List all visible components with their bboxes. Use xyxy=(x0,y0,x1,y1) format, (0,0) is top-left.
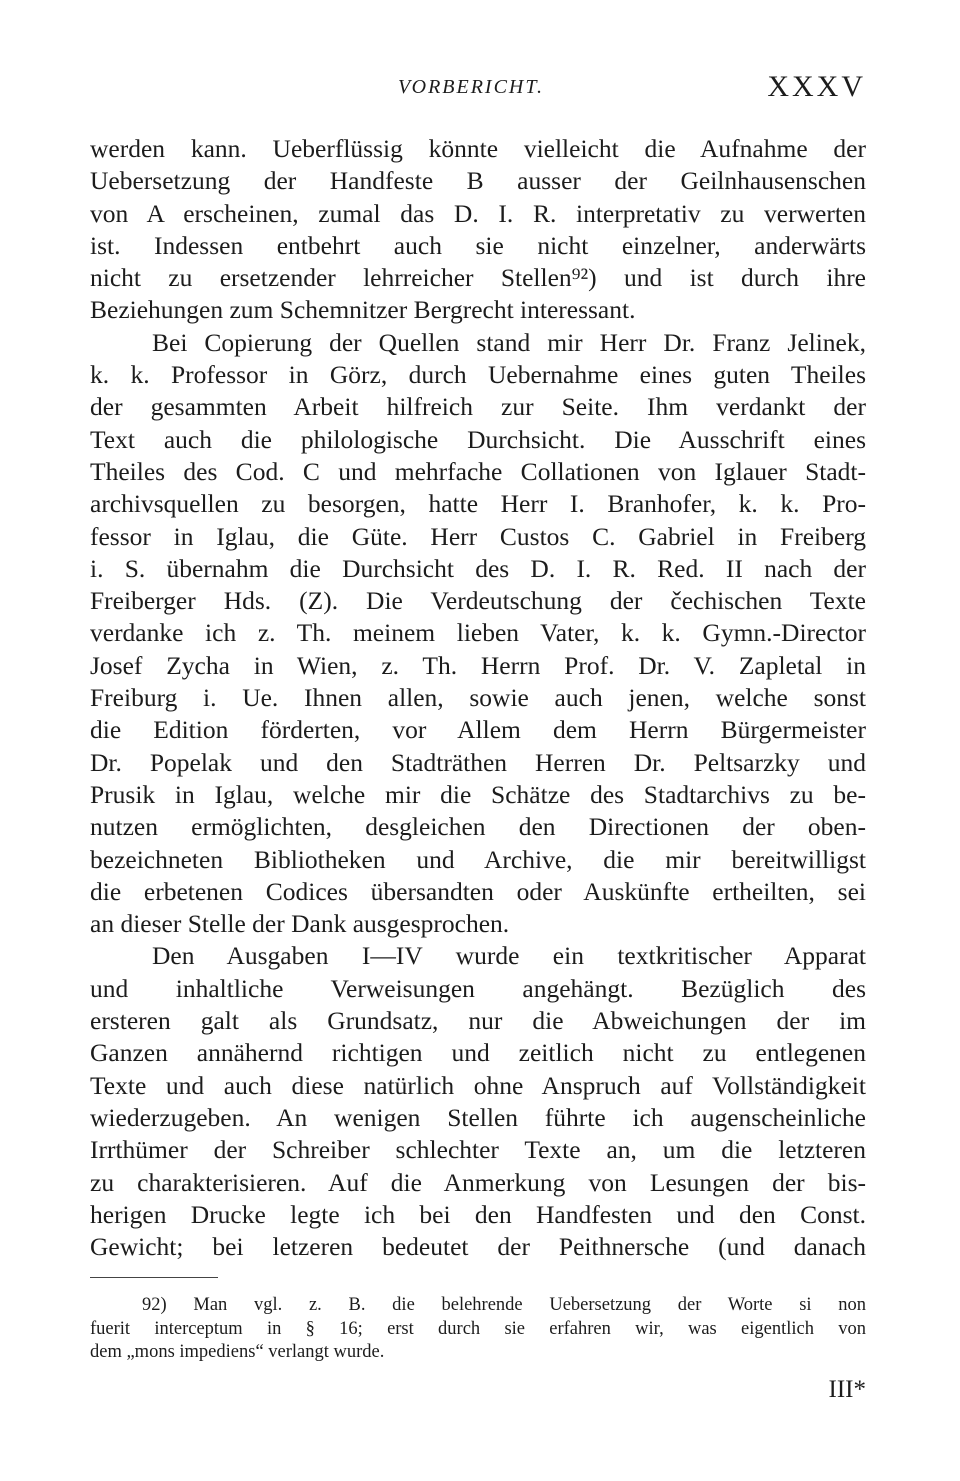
text-line: wiederzugeben. An wenigen Stellen führte ich augenscheinliche xyxy=(90,1102,866,1132)
running-title: VORBERICHT. xyxy=(398,76,545,98)
body-text xyxy=(90,133,866,1263)
text-line: Freiberger Hds. (Z). Die Verdeutschung der čechischen Texte xyxy=(90,586,866,616)
text-line: Prusik in Iglau, welche mir die Schätze des Stadtarchivs zu be- xyxy=(90,779,866,809)
page-header xyxy=(90,70,866,110)
footnote-line: fuerit interceptum in § 16; erst durch sie erfahren wir, was eigentlich von xyxy=(90,1318,866,1339)
text-line: ersteren galt als Grundsatz, nur die Abweichungen der im xyxy=(90,1006,866,1036)
text-line: die erbetenen Codices übersandten oder Auskünfte ertheilten, sei xyxy=(90,876,866,906)
text-line: bezeichneten Bibliotheken und Archive, die mir bereitwilligst xyxy=(90,844,866,874)
text-line: archivsquellen zu besorgen, hatte Herr I. Branhofer, k. k. Pro- xyxy=(90,489,866,519)
text-line: nicht zu ersetzender lehrreicher Stellen⁹²) und ist durch ihre xyxy=(90,263,866,293)
text-line: werden kann. Ueberflüssig könnte vielleicht die Aufnahme der xyxy=(90,134,866,163)
footnote-line: 92) Man vgl. z. B. die belehrende Uebersetzung der Worte si non xyxy=(142,1295,866,1315)
text-line: Uebersetzung der Handfeste B ausser der Geilnhausenschen xyxy=(90,166,866,196)
page-number: XXXV xyxy=(767,70,866,103)
text-line: Josef Zycha in Wien, z. Th. Herrn Prof. Dr. V. Zapletal in xyxy=(90,650,866,680)
text-line: k. k. Professor in Görz, durch Uebernahme eines guten Theiles xyxy=(90,360,866,390)
text-line: der gesammten Arbeit hilfreich zur Seite. Ihm verdankt der xyxy=(90,392,866,422)
text-line: Beziehungen zum Schemnitzer Bergrecht interessant. xyxy=(90,295,636,325)
text-line: nutzen ermöglichten, desgleichen den Directionen der oben- xyxy=(90,812,866,842)
text-line: fessor in Iglau, die Güte. Herr Custos C. Gabriel in Freiberg xyxy=(90,521,866,551)
text-line: und inhaltliche Verweisungen angehängt. Bezüglich des xyxy=(90,973,866,1003)
text-line: herigen Drucke legte ich bei den Handfesten und den Const. xyxy=(90,1199,866,1229)
text-line: Irrthümer der Schreiber schlechter Texte an, um die letzteren xyxy=(90,1135,866,1165)
text-line: Bei Copierung der Quellen stand mir Herr Dr. Franz Jelinek, xyxy=(152,327,866,357)
text-line: Den Ausgaben I—IV wurde ein textkritischer Apparat xyxy=(152,941,866,971)
text-line: Dr. Popelak und den Stadträthen Herren Dr. Peltsarzky und xyxy=(90,747,866,777)
footnote-separator xyxy=(90,1277,218,1278)
text-line: Text auch die philologische Durchsicht. Die Ausschrift eines xyxy=(90,424,866,454)
text-line: verdanke ich z. Th. meinem lieben Vater, k. k. Gymn.-Director xyxy=(90,618,866,648)
text-line: Gewicht; bei letzeren bedeutet der Peithnersche (und danach xyxy=(90,1232,866,1262)
text-line: die Edition förderten, vor Allem dem Herrn Bürgermeister xyxy=(90,715,866,745)
text-line: Ganzen annähernd richtigen und zeitlich nicht zu entlegenen xyxy=(90,1038,866,1068)
text-line: i. S. übernahm die Durchsicht des D. I. R. Red. II nach der xyxy=(90,553,866,583)
text-line: zu charakterisieren. Auf die Anmerkung von Lesungen der bis- xyxy=(90,1167,866,1197)
text-line: von A erscheinen, zumal das D. I. R. interpretativ zu verwerten xyxy=(90,198,866,228)
printer-signature: III* xyxy=(828,1376,866,1403)
footnote-line: dem „mons impediens“ verlangt wurde. xyxy=(90,1342,385,1362)
text-line: Freiburg i. Ue. Ihnen allen, sowie auch jenen, welche sonst xyxy=(90,683,866,713)
footnotes xyxy=(90,1294,866,1365)
text-line: Theiles des Cod. C und mehrfache Collationen von Iglauer Stadt- xyxy=(90,456,866,486)
text-line: ist. Indessen entbehrt auch sie nicht einzelner, anderwärts xyxy=(90,230,866,260)
text-line: an dieser Stelle der Dank ausgesprochen. xyxy=(90,909,510,939)
text-line: Texte und auch diese natürlich ohne Anspruch auf Vollständigkeit xyxy=(90,1070,866,1100)
